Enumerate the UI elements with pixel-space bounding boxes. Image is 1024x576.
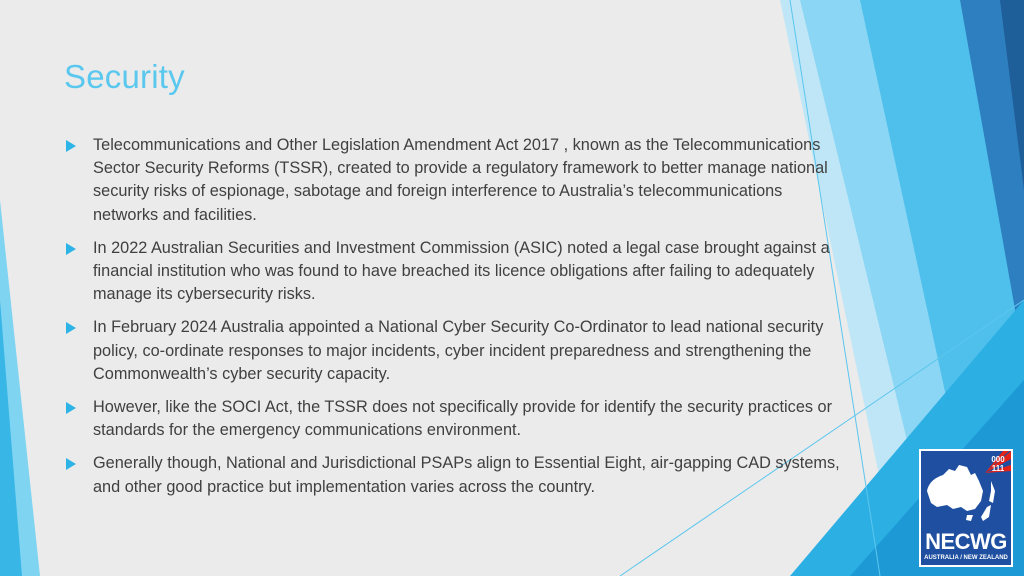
bullet-arrow-icon <box>66 140 76 152</box>
bullet-text: However, like the SOCI Act, the TSSR does not specifically provide for identify the security practices or standards for the emergency communications environment. <box>93 398 833 440</box>
logo-number-top: 000 <box>991 455 1005 464</box>
logo-name: NECWG <box>925 529 1007 554</box>
bullet-arrow-icon <box>66 322 76 334</box>
bullet-text: Generally though, National and Jurisdictional PSAPs align to Essential Eight, air-gapping CAD systems, and other good practice but implementation varies across the country. <box>93 454 840 496</box>
slide-title: Security <box>64 58 185 95</box>
bullet-list <box>64 134 844 509</box>
logo-subtitle: AUSTRALIA / NEW ZEALAND <box>924 555 1008 561</box>
bullet-item <box>64 452 844 498</box>
necwg-logo <box>919 449 1013 567</box>
bullet-item <box>64 316 844 386</box>
bullet-text: In 2022 Australian Securities and Investment Commission (ASIC) noted a legal case brought against a financial institution who was found to have breached its licence obligations after failing to adequately manage its cybersecurity risks. <box>93 238 830 304</box>
bullet-arrow-icon <box>66 243 76 255</box>
logo-number-bottom: 111 <box>991 464 1005 473</box>
bullet-arrow-icon <box>66 458 76 470</box>
logo-number <box>987 455 1009 473</box>
bullet-item <box>64 134 844 227</box>
bullet-text: In February 2024 Australia appointed a National Cyber Security Co-Ordinator to lead national security policy, co-ordinate responses to major incidents, cyber incident preparedness and strengthening the Commonwealth’s cyber security capacity. <box>93 318 824 383</box>
bullet-item <box>64 396 844 442</box>
bullet-item <box>64 237 844 307</box>
bullet-text: Telecommunications and Other Legislation Amendment Act 2017 , known as the Telecommunications Sector Security Reforms (TSSR), created to provide a regulatory framework to better manage national security risks of espionage, sabotage and foreign interference to Australia’s telecommunications networks and facilities. <box>93 136 828 224</box>
bullet-arrow-icon <box>66 402 76 414</box>
